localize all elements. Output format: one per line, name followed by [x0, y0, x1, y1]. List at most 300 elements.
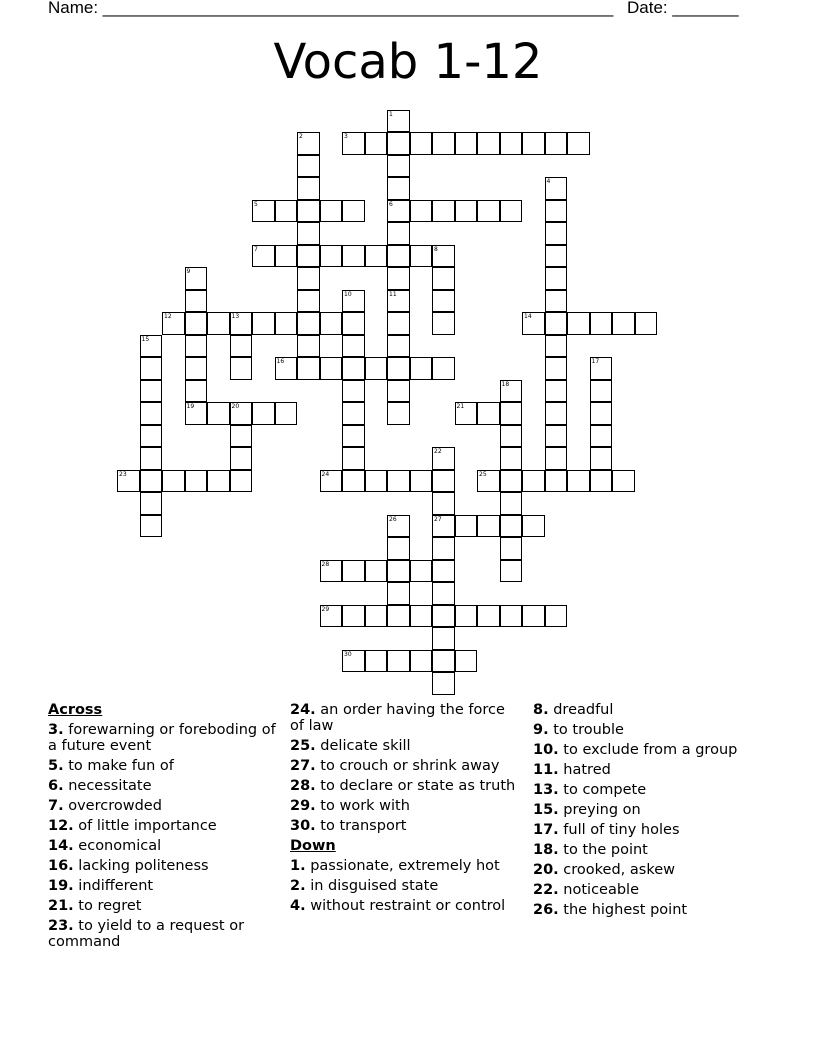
across-clue	[290, 738, 520, 754]
across-clue	[48, 838, 278, 854]
grid-cell[interactable]	[432, 470, 455, 493]
grid-cell[interactable]	[297, 290, 320, 313]
grid-cell[interactable]	[612, 312, 635, 335]
clue-number: 4	[546, 178, 551, 185]
grid-cell[interactable]	[140, 357, 163, 380]
grid-cell[interactable]	[500, 560, 523, 583]
grid-cell[interactable]	[230, 335, 253, 358]
across-clue	[48, 858, 278, 874]
clue-number-label: 1.	[290, 858, 306, 874]
down-clue	[290, 898, 520, 914]
clue-number: 21	[456, 403, 465, 410]
clue-text: hatred	[563, 762, 611, 778]
clue-text: full of tiny holes	[563, 822, 680, 838]
grid-cell[interactable]	[297, 357, 320, 380]
grid-cell[interactable]	[342, 132, 365, 155]
grid-cell[interactable]	[477, 515, 500, 538]
clue-text: preying on	[563, 802, 641, 818]
clue-number-label: 30.	[290, 818, 316, 834]
clue-number-label: 17.	[533, 822, 559, 838]
clue-text: dreadful	[553, 702, 614, 718]
grid-cell[interactable]	[455, 132, 478, 155]
clue-text: overcrowded	[68, 798, 162, 814]
grid-cell[interactable]	[140, 470, 163, 493]
grid-cell[interactable]	[140, 515, 163, 538]
grid-cell[interactable]	[275, 312, 298, 335]
grid-cell[interactable]	[477, 605, 500, 628]
clue-number: 12	[164, 313, 172, 320]
grid-cell[interactable]	[432, 672, 455, 695]
grid-cell[interactable]	[545, 200, 568, 223]
clue-number: 29	[321, 605, 330, 613]
grid-cell[interactable]	[545, 290, 568, 313]
grid-cell[interactable]	[410, 132, 433, 155]
grid-cell[interactable]	[545, 605, 568, 628]
grid-cell[interactable]	[387, 357, 410, 380]
grid-cell[interactable]	[365, 470, 388, 493]
grid-cell[interactable]	[387, 650, 410, 673]
across-clue	[48, 778, 278, 794]
clue-text: to exclude from a group	[563, 742, 738, 758]
grid-cell[interactable]	[545, 312, 568, 335]
clue-number-label: 8.	[533, 702, 549, 718]
grid-cell[interactable]	[320, 200, 343, 223]
clue-number-label: 5.	[48, 758, 64, 774]
clue-number: 8	[434, 245, 438, 253]
clue-text: an order having the force of law	[290, 702, 505, 734]
grid-cell[interactable]	[387, 155, 410, 178]
clue-number-label: 23.	[48, 918, 74, 934]
grid-cell[interactable]	[297, 222, 320, 245]
grid-cell[interactable]	[387, 110, 410, 133]
grid-cell[interactable]	[410, 560, 433, 583]
grid-cell[interactable]	[230, 425, 253, 448]
grid-cell[interactable]	[320, 357, 343, 380]
clue-number: 15	[141, 335, 150, 343]
across-clue	[48, 878, 278, 894]
clue-text: forewarning or foreboding of a future event	[48, 722, 276, 754]
clue-number-label: 3.	[48, 722, 64, 738]
grid-cell[interactable]	[185, 380, 208, 403]
grid-cell[interactable]	[162, 470, 185, 493]
grid-cell[interactable]	[207, 402, 230, 425]
grid-cell[interactable]	[567, 470, 590, 493]
grid-cell[interactable]	[432, 537, 455, 560]
down-clue	[533, 762, 773, 778]
grid-cell[interactable]	[342, 380, 365, 403]
grid-cell[interactable]	[185, 357, 208, 380]
clue-number-label: 29.	[290, 798, 316, 814]
clue-number: 22	[434, 448, 442, 455]
clue-number: 9	[186, 268, 191, 275]
clue-number-label: 2.	[290, 878, 306, 894]
grid-cell[interactable]	[185, 290, 208, 313]
grid-cell[interactable]	[545, 245, 568, 268]
grid-cell[interactable]	[410, 200, 433, 223]
grid-cell[interactable]	[410, 470, 433, 493]
grid-cell[interactable]	[477, 132, 500, 155]
across-clue	[290, 798, 520, 814]
grid-cell[interactable]	[297, 312, 320, 335]
grid-cell[interactable]	[522, 515, 545, 538]
grid-cell[interactable]	[545, 470, 568, 493]
grid-cell[interactable]	[455, 515, 478, 538]
grid-cell[interactable]	[455, 200, 478, 223]
grid-cell[interactable]	[432, 627, 455, 650]
grid-cell[interactable]	[432, 357, 455, 380]
clue-text: without restraint or control	[310, 898, 506, 914]
clue-text: to work with	[320, 798, 410, 814]
grid-cell[interactable]	[117, 470, 140, 493]
grid-cell[interactable]	[545, 335, 568, 358]
grid-cell[interactable]	[185, 470, 208, 493]
clue-number: 20	[231, 403, 240, 410]
grid-cell[interactable]	[410, 605, 433, 628]
clue-text: to trouble	[553, 722, 624, 738]
clue-number-label: 20.	[533, 862, 559, 878]
across-clue	[290, 818, 520, 834]
grid-cell[interactable]	[455, 650, 478, 673]
grid-cell[interactable]	[185, 402, 208, 425]
grid-cell[interactable]	[185, 335, 208, 358]
grid-cell[interactable]	[207, 312, 230, 335]
clue-text: the highest point	[563, 902, 688, 918]
across-clue	[48, 722, 278, 754]
grid-cell[interactable]	[387, 290, 410, 313]
clue-text: delicate skill	[320, 738, 411, 754]
grid-cell[interactable]	[140, 447, 163, 470]
grid-cell[interactable]	[567, 132, 590, 155]
across-clue	[48, 798, 278, 814]
grid-cell[interactable]	[297, 155, 320, 178]
clue-number: 14	[524, 313, 532, 320]
across-clue	[48, 898, 278, 914]
grid-cell[interactable]	[500, 515, 523, 538]
clue-number: 24	[321, 470, 330, 478]
grid-cell[interactable]	[342, 560, 365, 583]
grid-cell[interactable]	[500, 447, 523, 470]
grid-cell[interactable]	[365, 650, 388, 673]
grid-cell[interactable]	[297, 177, 320, 200]
grid-cell[interactable]	[185, 312, 208, 335]
grid-cell[interactable]	[230, 357, 253, 380]
down-clue	[533, 862, 773, 878]
grid-cell[interactable]	[320, 312, 343, 335]
grid-cell[interactable]	[387, 380, 410, 403]
clue-text: to crouch or shrink away	[320, 758, 500, 774]
grid-cell[interactable]	[387, 222, 410, 245]
clue-number-label: 6.	[48, 778, 64, 794]
grid-cell[interactable]	[297, 200, 320, 223]
grid-cell[interactable]	[522, 470, 545, 493]
grid-cell[interactable]	[275, 402, 298, 425]
clue-number-label: 21.	[48, 898, 74, 914]
grid-cell[interactable]	[230, 470, 253, 493]
grid-cell[interactable]	[500, 132, 523, 155]
grid-cell[interactable]	[162, 312, 185, 335]
grid-cell[interactable]	[185, 267, 208, 290]
grid-cell[interactable]	[365, 245, 388, 268]
down-clue	[533, 802, 773, 818]
grid-cell[interactable]	[522, 312, 545, 335]
clue-number-label: 28.	[290, 778, 316, 794]
grid-cell[interactable]	[432, 492, 455, 515]
grid-cell[interactable]	[297, 245, 320, 268]
grid-cell[interactable]	[342, 335, 365, 358]
grid-cell[interactable]	[432, 582, 455, 605]
grid-cell[interactable]	[455, 605, 478, 628]
clue-number: 1	[389, 110, 393, 118]
clue-text: to declare or state as truth	[320, 778, 516, 794]
grid-cell[interactable]	[230, 312, 253, 335]
grid-cell[interactable]	[387, 245, 410, 268]
grid-cell[interactable]	[342, 200, 365, 223]
clue-number-label: 7.	[48, 798, 64, 814]
clue-text: economical	[78, 838, 162, 854]
grid-cell[interactable]	[432, 132, 455, 155]
clue-text: necessitate	[68, 778, 152, 794]
grid-cell[interactable]	[342, 605, 365, 628]
grid-cell[interactable]	[590, 380, 613, 403]
grid-cell[interactable]	[500, 537, 523, 560]
date-field-label: Date: _______	[627, 0, 739, 17]
page-title: Vocab 1-12	[273, 34, 543, 90]
name-field-label: Name: ______________________________________________________	[48, 0, 614, 17]
clue-number-label: 9.	[533, 722, 549, 738]
clue-number: 25	[479, 470, 487, 478]
grid-cell[interactable]	[387, 582, 410, 605]
clue-text: of little importance	[78, 818, 217, 834]
grid-cell[interactable]	[365, 357, 388, 380]
clue-text: indifferent	[78, 878, 154, 894]
clue-number: 13	[231, 313, 240, 320]
grid-cell[interactable]	[342, 312, 365, 335]
grid-cell[interactable]	[252, 402, 275, 425]
grid-cell[interactable]	[545, 425, 568, 448]
grid-cell[interactable]	[590, 312, 613, 335]
clue-number: 30	[344, 650, 352, 658]
clues-column-3	[533, 702, 773, 922]
grid-cell[interactable]	[297, 267, 320, 290]
clue-text: lacking politeness	[78, 858, 209, 874]
grid-cell[interactable]	[140, 492, 163, 515]
clue-number-label: 10.	[533, 742, 559, 758]
grid-cell[interactable]	[320, 245, 343, 268]
clue-number: 17	[591, 358, 600, 365]
grid-cell[interactable]	[342, 402, 365, 425]
grid-cell[interactable]	[207, 470, 230, 493]
grid-cell[interactable]	[297, 132, 320, 155]
clue-number-label: 22.	[533, 882, 559, 898]
grid-cell[interactable]	[252, 245, 275, 268]
grid-cell[interactable]	[252, 200, 275, 223]
grid-cell[interactable]	[545, 267, 568, 290]
grid-cell[interactable]	[387, 312, 410, 335]
grid-cell[interactable]	[500, 605, 523, 628]
clue-number: 28	[321, 560, 330, 568]
grid-cell[interactable]	[342, 650, 365, 673]
clue-number: 6	[389, 200, 393, 208]
grid-cell[interactable]	[387, 605, 410, 628]
grid-cell[interactable]	[612, 470, 635, 493]
grid-cell[interactable]	[432, 560, 455, 583]
grid-cell[interactable]	[140, 380, 163, 403]
clue-number: 10	[344, 290, 352, 298]
across-clue	[290, 702, 520, 734]
clue-text: to yield to a request or command	[48, 918, 245, 950]
clue-number-label: 25.	[290, 738, 316, 754]
grid-cell[interactable]	[432, 447, 455, 470]
grid-cell[interactable]	[500, 492, 523, 515]
grid-cell[interactable]	[567, 312, 590, 335]
grid-cell[interactable]	[590, 447, 613, 470]
grid-cell[interactable]	[365, 605, 388, 628]
grid-cell[interactable]	[545, 222, 568, 245]
clue-number-label: 16.	[48, 858, 74, 874]
grid-cell[interactable]	[140, 335, 163, 358]
clue-number-label: 27.	[290, 758, 316, 774]
grid-cell[interactable]	[275, 357, 298, 380]
clue-text: to regret	[78, 898, 142, 914]
clue-text: to make fun of	[68, 758, 174, 774]
grid-cell[interactable]	[477, 200, 500, 223]
clue-number: 16	[276, 358, 285, 365]
grid-cell[interactable]	[252, 312, 275, 335]
grid-cell[interactable]	[387, 470, 410, 493]
grid-cell[interactable]	[230, 402, 253, 425]
grid-cell[interactable]	[500, 200, 523, 223]
grid-cell[interactable]	[432, 290, 455, 313]
clue-text: to transport	[320, 818, 407, 834]
grid-cell[interactable]	[387, 537, 410, 560]
grid-cell[interactable]	[545, 132, 568, 155]
grid-cell[interactable]	[590, 402, 613, 425]
across-clue	[48, 758, 278, 774]
grid-cell[interactable]	[342, 290, 365, 313]
clue-text: passionate, extremely hot	[310, 858, 500, 874]
grid-cell[interactable]	[477, 470, 500, 493]
clue-number: 19	[186, 403, 195, 410]
grid-cell[interactable]	[500, 380, 523, 403]
clue-number-label: 15.	[533, 802, 559, 818]
clue-text: crooked, askew	[563, 862, 675, 878]
grid-cell[interactable]	[342, 447, 365, 470]
clue-number: 23	[119, 470, 127, 478]
grid-cell[interactable]	[522, 605, 545, 628]
clues-column-2	[290, 702, 520, 918]
down-heading: Down	[290, 838, 336, 854]
across-clue	[48, 818, 278, 834]
grid-cell[interactable]	[140, 425, 163, 448]
down-clue	[290, 878, 520, 894]
clue-number: 2	[299, 133, 303, 140]
down-clue	[533, 722, 773, 738]
grid-cell[interactable]	[522, 132, 545, 155]
grid-cell[interactable]	[320, 605, 343, 628]
down-clue	[290, 858, 520, 874]
grid-cell[interactable]	[545, 357, 568, 380]
grid-cell[interactable]	[432, 605, 455, 628]
grid-cell[interactable]	[455, 402, 478, 425]
grid-cell[interactable]	[500, 402, 523, 425]
grid-cell[interactable]	[387, 335, 410, 358]
grid-cell[interactable]	[275, 200, 298, 223]
clue-number: 18	[501, 380, 510, 388]
grid-cell[interactable]	[432, 650, 455, 673]
grid-cell[interactable]	[410, 357, 433, 380]
grid-cell[interactable]	[230, 447, 253, 470]
grid-cell[interactable]	[500, 470, 523, 493]
grid-cell[interactable]	[320, 470, 343, 493]
clue-number-label: 4.	[290, 898, 306, 914]
grid-cell[interactable]	[387, 200, 410, 223]
grid-cell[interactable]	[432, 200, 455, 223]
down-clue	[533, 822, 773, 838]
clue-text: to compete	[563, 782, 647, 798]
across-clue	[290, 778, 520, 794]
grid-cell[interactable]	[320, 560, 343, 583]
down-clue	[533, 742, 773, 758]
grid-cell[interactable]	[590, 470, 613, 493]
grid-cell[interactable]	[432, 515, 455, 538]
grid-cell[interactable]	[477, 402, 500, 425]
grid-cell[interactable]	[432, 245, 455, 268]
grid-cell[interactable]	[342, 470, 365, 493]
grid-cell[interactable]	[590, 357, 613, 380]
clue-number-label: 13.	[533, 782, 559, 798]
down-clue	[533, 842, 773, 858]
clue-number-label: 11.	[533, 762, 559, 778]
grid-cell[interactable]	[387, 267, 410, 290]
grid-cell[interactable]	[387, 402, 410, 425]
clue-text: in disguised state	[310, 878, 439, 894]
down-clue	[533, 902, 773, 918]
grid-cell[interactable]	[500, 425, 523, 448]
grid-cell[interactable]	[387, 515, 410, 538]
grid-cell[interactable]	[387, 132, 410, 155]
grid-cell[interactable]	[410, 245, 433, 268]
grid-cell[interactable]	[342, 245, 365, 268]
grid-cell[interactable]	[432, 312, 455, 335]
grid-cell[interactable]	[545, 177, 568, 200]
clues-column-1	[48, 702, 278, 954]
grid-cell[interactable]	[387, 560, 410, 583]
clue-number-label: 12.	[48, 818, 74, 834]
clue-number-label: 18.	[533, 842, 559, 858]
grid-cell[interactable]	[275, 245, 298, 268]
grid-cell[interactable]	[387, 177, 410, 200]
grid-cell[interactable]	[545, 447, 568, 470]
clue-number-label: 24.	[290, 702, 316, 718]
grid-cell[interactable]	[342, 357, 365, 380]
clue-number-label: 19.	[48, 878, 74, 894]
grid-cell[interactable]	[342, 425, 365, 448]
clue-number: 26	[389, 515, 397, 523]
down-clue	[533, 882, 773, 898]
grid-cell[interactable]	[365, 132, 388, 155]
grid-cell[interactable]	[432, 267, 455, 290]
grid-cell[interactable]	[545, 380, 568, 403]
grid-cell[interactable]	[297, 335, 320, 358]
grid-cell[interactable]	[590, 425, 613, 448]
grid-cell[interactable]	[635, 312, 658, 335]
grid-cell[interactable]	[545, 402, 568, 425]
grid-cell[interactable]	[365, 560, 388, 583]
clue-text: to the point	[563, 842, 648, 858]
down-clue	[533, 782, 773, 798]
grid-cell[interactable]	[140, 402, 163, 425]
grid-cell[interactable]	[410, 650, 433, 673]
